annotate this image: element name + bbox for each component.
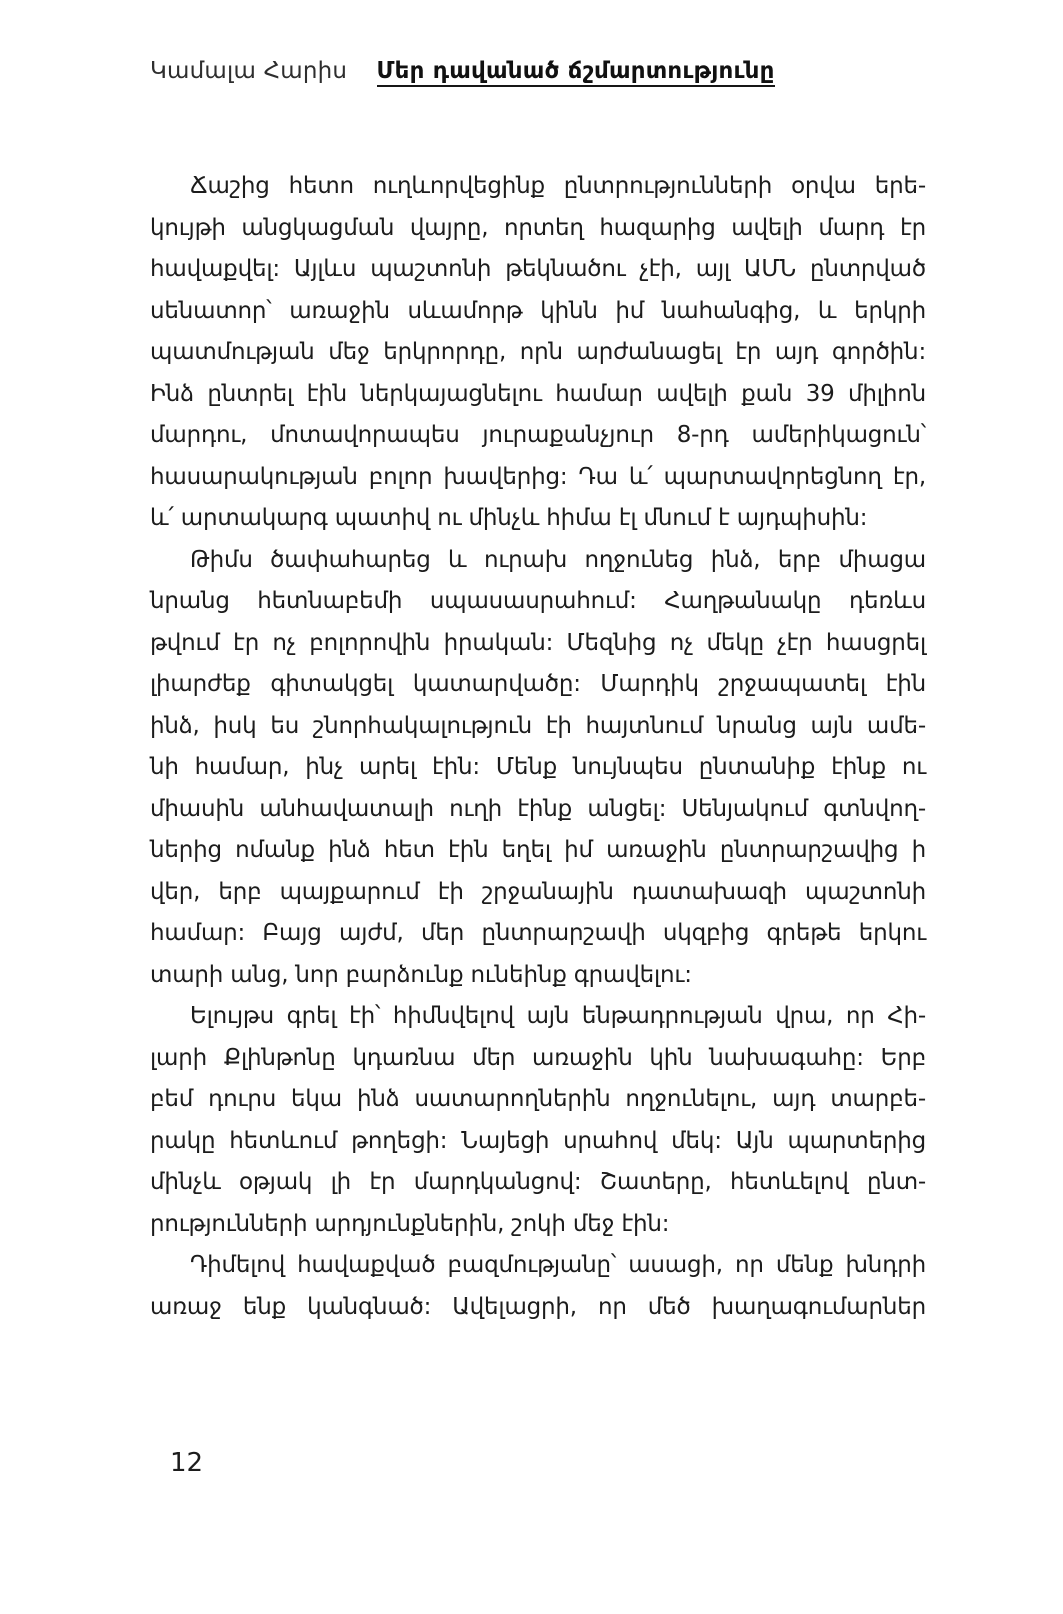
body-text bbox=[150, 166, 926, 1328]
book-title: Մեր դավանած ճշմարտությունը bbox=[377, 58, 775, 87]
text-line: Ելույթս գրել էի՝ հիմնվելով այն ենթադրության վրա, որ Հի- bbox=[190, 1003, 926, 1029]
text-line: նի համար, ինչ արել էին: Մենք նույնպես ընտանիք էինք ու bbox=[150, 754, 926, 780]
page-number: 12 bbox=[170, 1448, 204, 1478]
text-line: Թիմս ծափահարեց և ուրախ ողջունեց ինձ, երբ միացա bbox=[190, 546, 926, 573]
text-line: պատմության մեջ երկրորդը, որն արժանացել էր այդ գործին: bbox=[150, 339, 926, 365]
running-header bbox=[150, 56, 930, 86]
text-line: սենատոր՝ առաջին սևամորթ կինն իմ նահանգից, և երկրի bbox=[150, 297, 926, 324]
text-line: րությունների արդյունքներին, շոկի մեջ էին: bbox=[150, 1210, 670, 1237]
text-line: նրանց հետնաբեմի սպասասրահում: Հաղթանակը դեռևս bbox=[150, 588, 926, 614]
text-line: տարի անց, նոր բարձունք ունեինք գրավելու: bbox=[150, 961, 692, 988]
text-line: րակը հետևում թողեցի: Նայեցի սրահով մեկ: Այն պարտերից bbox=[150, 1127, 926, 1154]
paragraph bbox=[150, 1245, 926, 1328]
paragraph bbox=[150, 166, 926, 540]
text-line: Դիմելով հավաքված բազմությանը՝ ասացի, որ մենք խնդրի bbox=[190, 1252, 926, 1278]
text-line: Ինձ ընտրել էին ներկայացնելու համար ավելի քան 39 միլիոն bbox=[150, 380, 926, 407]
text-line: կույթի անցկացման վայրը, որտեղ հազարից ավելի մարդ էր bbox=[150, 214, 926, 241]
text-line: և՛ արտակարգ պատիվ ու մինչև հիմա էլ մնում է այդպիսին: bbox=[150, 505, 868, 531]
text-line: ներից ոմանք ինձ հետ էին եղել իմ առաջին ընտրարշավից ի bbox=[150, 837, 926, 863]
text-line: թվում էր ոչ բոլորովին իրական: Մեզնից ոչ մեկը չէր հասցրել bbox=[150, 629, 926, 656]
text-line: առաջ ենք կանգնած: Ավելացրի, որ մեծ խաղագումարներ bbox=[150, 1293, 926, 1320]
author-name: Կամալա Հարիս bbox=[150, 58, 348, 84]
text-line: մինչև օթյակ լի էր մարդկանցով: Շատերը, հետևելով ընտ- bbox=[150, 1169, 926, 1195]
paragraph bbox=[150, 996, 926, 1245]
text-line: Ճաշից հետո ուղևորվեցինք ընտրությունների օրվա երե- bbox=[190, 173, 926, 199]
text-line: ինձ, իսկ ես շնորհակալություն էի հայտնում նրանց այն ամե- bbox=[150, 712, 926, 739]
text-line: մարդու, մոտավորապես յուրաքանչյուր 8-րդ ամերիկացուն՝ bbox=[150, 422, 926, 448]
text-line: հասարակության բոլոր խավերից: Դա և՛ պարտավորեցնող էր, bbox=[150, 463, 926, 490]
text-line: բեմ դուրս եկա ինձ սատարողներին ողջունելու, այդ տարբե- bbox=[150, 1086, 926, 1112]
text-line: միասին անհավատալի ուղի էինք անցել: Սենյակում գտնվող- bbox=[150, 795, 926, 822]
text-line: լիարժեք գիտակցել կատարվածը: Մարդիկ շրջապատել էին bbox=[150, 671, 926, 697]
text-line: հավաքվել: Այլևս պաշտոնի թեկնածու չէի, այլ ԱՄՆ ընտրված bbox=[150, 256, 926, 282]
text-line: համար: Բայց այժմ, մեր ընտրարշավի սկզբից գրեթե երկու bbox=[150, 920, 926, 946]
paragraph bbox=[150, 540, 926, 997]
text-line: վեր, երբ պայքարում էի շրջանային դատախազի պաշտոնի bbox=[150, 878, 926, 905]
text-line: լարի Քլինթոնը կդառնա մեր առաջին կին նախագահը: Երբ bbox=[150, 1044, 926, 1071]
